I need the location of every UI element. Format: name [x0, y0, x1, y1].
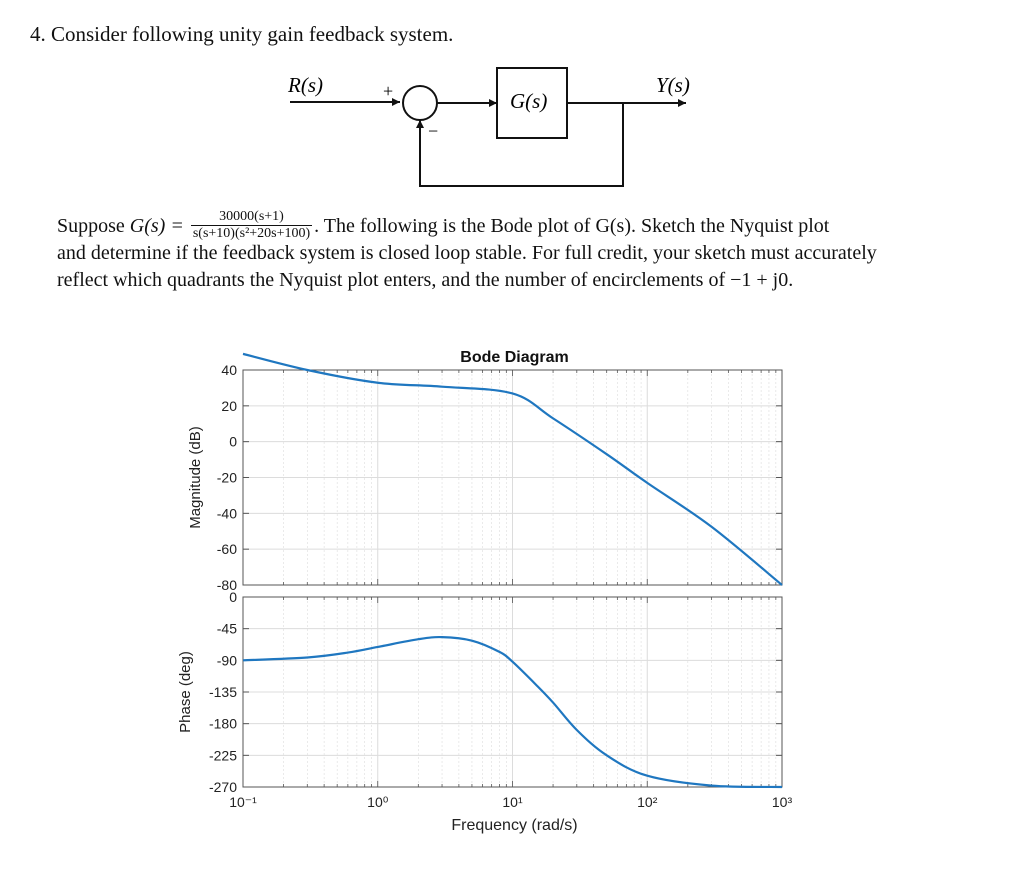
y-tick-label: -225: [208, 747, 237, 764]
y-tick-label: 40: [221, 362, 237, 378]
g-equals: G(s) =: [129, 215, 184, 238]
y-tick-label: -80: [216, 577, 237, 593]
problem-title: 4. Consider following unity gain feedback system.: [30, 22, 454, 46]
y-tick-label: -45: [216, 620, 237, 637]
tf-denominator: s(s+10)(s²+20s+100): [192, 226, 311, 241]
x-tick-label: 10⁻¹: [229, 794, 257, 810]
tf-numerator: 30000(s+1): [191, 209, 312, 226]
minus-sign: −: [428, 121, 439, 141]
y-axis-label: Magnitude (dB): [187, 426, 204, 529]
x-axis-label: Frequency (rad/s): [451, 817, 578, 834]
y-tick-label: 0: [229, 433, 237, 450]
x-tick-label: 10⁰: [367, 794, 389, 810]
suppose-text: Suppose: [57, 215, 125, 238]
paragraph-line-3: reflect which quadrants the Nyquist plot enters, and the number of encirclements of −1 + j0.: [57, 269, 794, 291]
y-tick-label: -40: [216, 505, 237, 522]
x-tick-label: 10³: [771, 794, 793, 810]
y-tick-label: -60: [216, 541, 237, 558]
y-tick-label: -135: [208, 684, 237, 700]
y-axis-label: Phase (deg): [177, 651, 194, 733]
y-tick-label: 0: [229, 589, 237, 605]
output-label: Y(s): [656, 73, 690, 97]
y-tick-label: -20: [216, 469, 237, 486]
y-tick-label: -270: [208, 779, 237, 795]
x-tick-label: 10²: [637, 794, 658, 810]
plus-sign: +: [383, 81, 394, 101]
y-tick-label: -180: [208, 715, 237, 732]
paragraph-line-2: and determine if the feedback system is closed loop stable. For full credit, your sketch must accurately: [57, 242, 877, 264]
x-tick-label: 10¹: [502, 794, 523, 810]
line1-rest: . The following is the Bode plot of G(s). Sketch the Nyquist plot: [314, 215, 830, 238]
chart-title: Bode Diagram: [460, 349, 569, 366]
y-tick-label: -90: [216, 652, 237, 669]
y-tick-label: 20: [221, 397, 237, 414]
input-label: R(s): [288, 73, 323, 97]
block-label: G(s): [510, 89, 548, 113]
